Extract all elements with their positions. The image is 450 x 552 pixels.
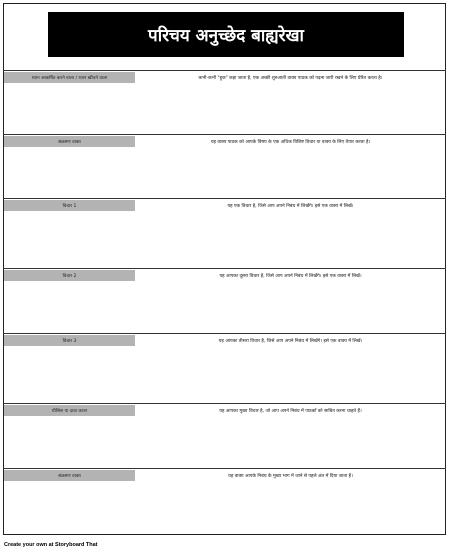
- row-label: विचार 1: [4, 200, 135, 211]
- row-label: विचार 2: [4, 270, 135, 281]
- row-text: यह वाक्य पाठक को आपके विषय के एक अधिक विशिष्ट विचार या वाक्य के लिए तैयार करता है।: [210, 140, 371, 145]
- row-text: कभी-कभी "हुक" कहा जाता है, एक अच्छी शुरुआती वाक्य पाठक को पढ़ना जारी रखने के लिए प्रेरित करता है।: [198, 76, 383, 81]
- outline-row-idea-1: [3, 198, 446, 268]
- outline-row-closing-transition: [3, 468, 446, 535]
- worksheet-title: परिचय अनुच्छेद बाह्यरेखा: [48, 12, 404, 57]
- row-text: यह आपका तीसरा विचार है, जिसे आप अपने निबंध में लिखेंगे। इसे एक वाक्य में लिखें।: [218, 339, 363, 344]
- row-label: ध्यान आकर्षित करने वाला / ध्यान खींचने वाला: [4, 72, 135, 83]
- row-label: विचार 3: [4, 335, 135, 346]
- row-label: संक्रमण वाक्य: [4, 136, 135, 147]
- footer-credit[interactable]: Create your own at Storyboard That: [4, 542, 98, 548]
- outline-row-transition: [3, 134, 446, 198]
- outline-row-idea-3: [3, 333, 446, 403]
- row-label: संक्रमण वाक्य: [4, 470, 135, 481]
- row-text: यह आपका मुख्य विचार है, जो आप अपने निबंध में पाठकों को साबित करना चाहते हैं।: [219, 409, 362, 414]
- row-label: थीसिस या दावा कथन: [4, 405, 135, 416]
- row-text: यह एक विचार है, जिसे आप अपने निबंध में लिखेंगे। इसे एक वाक्य में लिखें।: [227, 204, 354, 209]
- outline-row-thesis: [3, 403, 446, 468]
- outline-row-hook: [3, 70, 446, 134]
- row-text: यह वाक्य आपके निबंध के मुख्य भाग में जाने से पहले अंत में दिया जाता है।: [228, 474, 353, 479]
- row-text: यह आपका दूसरा विचार है, जिसे आप अपने निबंध में लिखेंगे। इसे एक वाक्य में लिखें।: [219, 274, 362, 279]
- outline-row-idea-2: [3, 268, 446, 333]
